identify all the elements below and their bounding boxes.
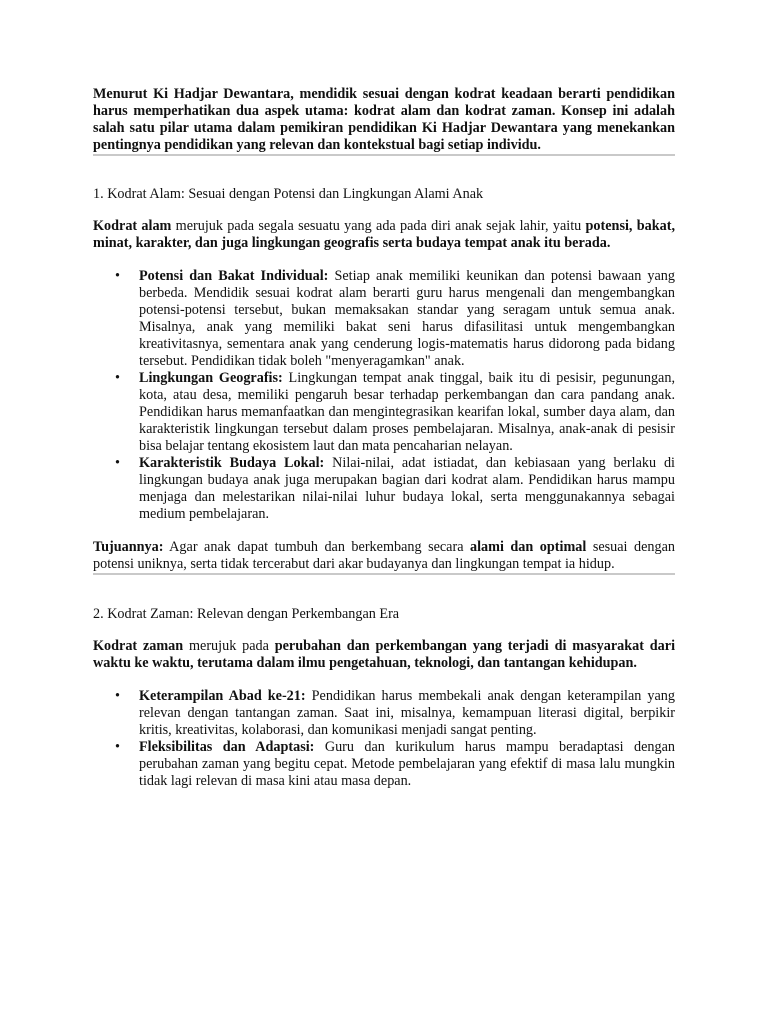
list-item-label: Keterampilan Abad ke-21: bbox=[139, 688, 306, 704]
section-1-definition bbox=[93, 218, 675, 252]
list-item-text: Pendidikan harus membekali anak dengan keterampilan yang relevan dengan tantangan zaman. Saat ini, misalnya, kemampuan literasi digital, berpikir kritis, kreativitas, kolaborasi, dan komunikasi menjadi sangat penting. bbox=[139, 688, 675, 738]
section-2-heading: 2. Kodrat Zaman: Relevan dengan Perkembangan Era bbox=[93, 606, 400, 622]
definition-term: Kodrat zaman bbox=[93, 638, 184, 654]
goal-text-pre: Agar anak dapat tumbuh dan berkembang secara bbox=[163, 539, 471, 555]
list-item-text: Nilai-nilai, adat istiadat, dan kebiasaan yang berlaku di lingkungan budaya anak juga merupakan bagian dari kodrat alam. Pendidikan harus mampu menjaga dan melestarikan nilai-nilai luhur budaya lokal, serta menggunakannya sebagai medium pembelajaran. bbox=[139, 455, 675, 522]
definition-term: Kodrat alam bbox=[93, 218, 172, 234]
goal-label: Tujuannya: bbox=[93, 539, 164, 555]
goal-text-post: sesuai dengan potensi uniknya, serta tidak tercerabut dari akar budayanya dan lingkungan tempat ia hidup. bbox=[93, 539, 675, 572]
section-divider bbox=[93, 573, 675, 575]
list-item bbox=[139, 688, 675, 739]
list-item bbox=[139, 370, 675, 455]
list-item bbox=[139, 455, 675, 523]
section-2-list bbox=[93, 688, 675, 790]
section-1-list bbox=[93, 268, 675, 523]
definition-text: merujuk pada segala sesuatu yang ada pada diri anak sejak lahir, yaitu bbox=[171, 218, 586, 234]
section-divider bbox=[93, 154, 675, 156]
list-item-label: Lingkungan Geografis: bbox=[139, 370, 283, 386]
list-item bbox=[139, 739, 675, 790]
section-1-goal bbox=[93, 539, 675, 573]
section-1-heading: 1. Kodrat Alam: Sesuai dengan Potensi dan Lingkungan Alami Anak bbox=[93, 186, 484, 202]
section-2-definition bbox=[93, 638, 675, 672]
definition-text: merujuk pada bbox=[183, 638, 275, 654]
definition-emphasis: perubahan dan perkembangan yang terjadi di masyarakat dari waktu ke waktu, terutama dalam ilmu pengetahuan, teknologi, dan tantangan kehidupan. bbox=[93, 638, 676, 671]
definition-emphasis: potensi, bakat, minat, karakter, dan juga lingkungan geografis serta budaya tempat anak itu berada. bbox=[93, 218, 675, 251]
list-item bbox=[139, 268, 675, 370]
list-item-label: Karakteristik Budaya Lokal: bbox=[139, 455, 325, 471]
list-item-text: Guru dan kurikulum harus mampu beradaptasi dengan perubahan zaman yang begitu cepat. Metode pembelajaran yang efektif di masa lalu mungkin tidak lagi relevan di masa kini atau masa depan. bbox=[139, 739, 676, 789]
list-item-text: Lingkungan tempat anak tinggal, baik itu di pesisir, pegunungan, kota, atau desa, memiliki pengaruh besar terhadap perkembangan dan cara pandang anak. Pendidikan harus memanfaatkan dan mengintegrasikan kearifan lokal, sumber daya alam, dan karakteristik lingkungan tersebut dalam proses pembelajaran. Misalnya, anak-anak di pesisir bisa belajar tentang ekosistem laut dan mata pencaharian nelayan. bbox=[139, 370, 675, 454]
intro-paragraph: Menurut Ki Hadjar Dewantara, mendidik sesuai dengan kodrat keadaan berarti pendidikan harus memperhatikan dua aspek utama: kodrat alam dan kodrat zaman. Konsep ini adalah salah satu pilar utama dalam pemikiran pendidikan Ki Hadjar Dewantara yang menekankan pentingnya pendidikan yang relevan dan kontekstual bagi setiap individu. bbox=[93, 86, 675, 153]
list-item-text: Setiap anak memiliki keunikan dan potensi bawaan yang berbeda. Mendidik sesuai kodrat alam berarti guru harus mengenali dan mengembangkan potensi-potensi tersebut, bukan memaksakan standar yang seragam untuk semua anak. Misalnya, anak yang memiliki bakat seni harus difasilitasi untuk mengembangkan kreativitasnya, sementara anak yang cenderung logis-matematis harus didorong pada bidang tersebut. Pendidikan tidak boleh "menyeragamkan" anak. bbox=[139, 268, 675, 369]
list-item-label: Fleksibilitas dan Adaptasi: bbox=[139, 739, 315, 755]
list-item-label: Potensi dan Bakat Individual: bbox=[139, 268, 329, 284]
goal-emphasis: alami dan optimal bbox=[470, 539, 587, 555]
